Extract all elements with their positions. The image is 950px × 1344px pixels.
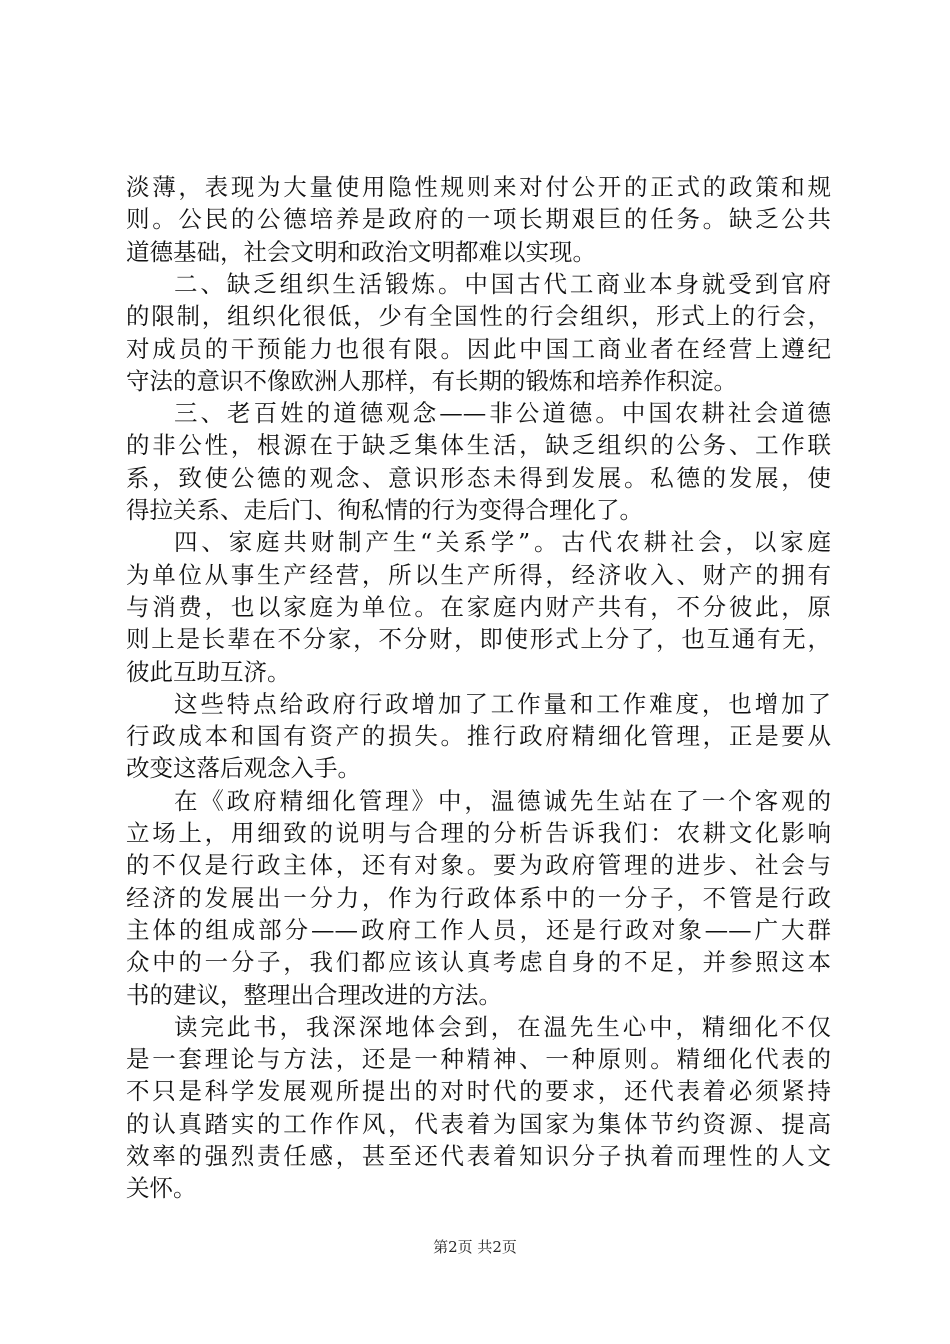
- text-line: 书的建议，整理出合理改进的方法。: [126, 980, 502, 1009]
- text-line: 得拉关系、走后门、徇私情的行为变得合理化了。: [126, 496, 643, 524]
- text-line: 效率的强烈责任感，甚至还代表着知识分子执着而理性的人文: [126, 1142, 831, 1170]
- text-line: 四、家庭共财制产生“关系学”。古代农耕社会，以家庭: [174, 528, 831, 557]
- text-line: 三、老百姓的道德观念——非公道德。中国农耕社会道德: [174, 399, 831, 428]
- text-line: 关怀。: [126, 1174, 197, 1203]
- text-line: 在《政府精细化管理》中，温德诚先生站在了一个客观的: [174, 786, 831, 815]
- text-line: 守法的意识不像欧洲人那样，有长期的锻炼和培养作积淀。: [126, 366, 737, 395]
- text-line: 对成员的干预能力也很有限。因此中国工商业者在经营上遵纪: [126, 334, 831, 363]
- text-line: 的非公性，根源在于缺乏集体生活，缺乏组织的公务、工作联: [126, 431, 831, 460]
- text-line: 主体的组成部分——政府工作人员，还是行政对象——广大群: [126, 915, 831, 944]
- text-line: 立场上，用细致的说明与合理的分析告诉我们：农耕文化影响: [126, 819, 831, 847]
- text-line: 的不仅是行政主体，还有对象。要为政府管理的进步、社会与: [126, 851, 831, 880]
- text-line: 众中的一分子，我们都应该认真考虑自身的不足，并参照这本: [126, 948, 831, 977]
- text-line: 这些特点给政府行政增加了工作量和工作难度，也增加了: [174, 689, 831, 718]
- text-line: 系，致使公德的观念、意识形态未得到发展。私德的发展，使: [126, 463, 831, 492]
- text-line: 则。公民的公德培养是政府的一项长期艰巨的任务。缺乏公共: [126, 205, 831, 234]
- text-line: 淡薄，表现为大量使用隐性规则来对付公开的正式的政策和规: [126, 173, 831, 201]
- page-footer: 第2页 共2页: [433, 1238, 517, 1256]
- text-line: 读完此书，我深深地体会到，在温先生心中，精细化不仅: [174, 1012, 831, 1041]
- text-line: 经济的发展出一分力，作为行政体系中的一分子，不管是行政: [126, 883, 831, 912]
- text-line: 的限制，组织化很低，少有全国性的行会组织，形式上的行会，: [126, 302, 831, 331]
- text-line: 不只是科学发展观所提出的对时代的要求，还代表着必须紧持: [126, 1077, 831, 1106]
- text-line: 则上是长辈在不分家，不分财，即使形式上分了，也互通有无，: [126, 625, 831, 654]
- text-line: 二、缺乏组织生活锻炼。中国古代工商业本身就受到官府: [174, 269, 831, 298]
- text-line: 改变这落后观念入手。: [126, 754, 361, 783]
- text-line: 为单位从事生产经营，所以生产所得，经济收入、财产的拥有: [126, 560, 831, 589]
- text-line: 的认真踏实的工作作风，代表着为国家为集体节约资源、提高: [126, 1109, 831, 1138]
- text-line: 道德基础，社会文明和政治文明都难以实现。: [126, 237, 596, 266]
- text-line: 行政成本和国有资产的损失。推行政府精细化管理，正是要从: [126, 722, 831, 751]
- text-line: 彼此互助互济。: [126, 657, 291, 686]
- text-line: 是一套理论与方法，还是一种精神、一种原则。精细化代表的: [126, 1045, 831, 1074]
- text-line: 与消费，也以家庭为单位。在家庭内财产共有，不分彼此，原: [126, 592, 831, 621]
